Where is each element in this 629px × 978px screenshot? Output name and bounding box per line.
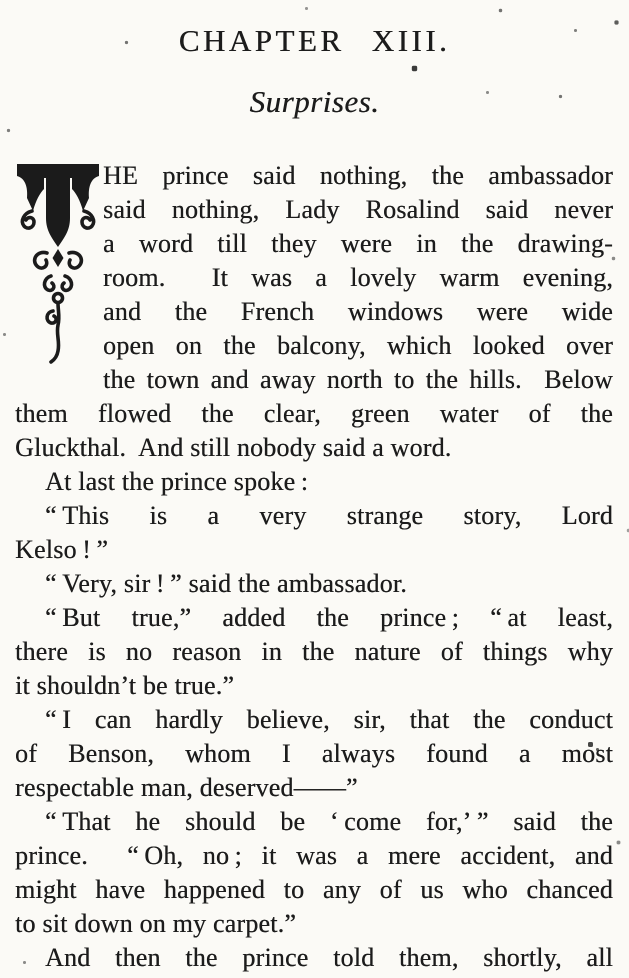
paragraph	[15, 941, 613, 975]
text-line: respectable man, deserved——”	[15, 773, 358, 802]
text-line: to sit down on my carpet.”	[15, 909, 297, 938]
text-line: the town and away north to the hills. Below	[103, 365, 613, 394]
drop-cap-ornament	[15, 161, 101, 365]
paragraph	[15, 601, 613, 703]
text-line: might have happened to any of us who chanced	[15, 875, 613, 904]
text-line: Gluckthal. And still nobody said a word.	[15, 433, 452, 462]
text-line: them flowed the clear, green water of the	[15, 399, 613, 428]
paragraph	[15, 703, 613, 805]
text-line: there is no reason in the nature of things why	[15, 637, 613, 666]
text-line: “ Very, sir ! ” said the ambassador.	[45, 569, 407, 598]
text-line: it shouldn’t be true.”	[15, 671, 235, 700]
paragraph	[15, 805, 613, 941]
text-line: of Benson, whom I always found a most	[15, 739, 613, 768]
paragraph	[15, 159, 613, 465]
body-text	[15, 159, 613, 975]
chapter-heading: CHAPTER XIII.	[178, 23, 451, 58]
text-line: open on the balcony, which looked over	[103, 331, 613, 360]
text-line: and the French windows were wide	[103, 297, 613, 326]
ornamental-initial-icon	[15, 161, 101, 365]
text-line: a word till they were in the drawing-	[103, 229, 613, 258]
text-line: prince. “ Oh, no ; it was a mere accident, and	[15, 841, 613, 870]
scan-specks	[0, 0, 1, 1]
text-line: And then the prince told them, shortly, all	[45, 943, 613, 972]
paragraph	[15, 567, 613, 601]
text-line: “ That he should be ‘ come for,’ ” said the	[45, 807, 613, 836]
text-line: HE prince said nothing, the ambassador	[103, 161, 613, 190]
text-line: room. It was a lovely warm evening,	[103, 263, 613, 292]
text-line: “ But true,” added the prince ; “ at least,	[45, 603, 613, 632]
text-line: said nothing, Lady Rosalind said never	[103, 195, 613, 224]
paragraph	[15, 465, 613, 499]
chapter-subtitle: Surprises.	[249, 84, 380, 119]
text-line: Kelso ! ”	[15, 535, 109, 564]
paragraph	[15, 499, 613, 567]
text-line: “ This is a very strange story, Lord	[45, 501, 613, 530]
text-line: “ I can hardly believe, sir, that the conduct	[45, 705, 613, 734]
text-line: At last the prince spoke :	[45, 467, 309, 496]
